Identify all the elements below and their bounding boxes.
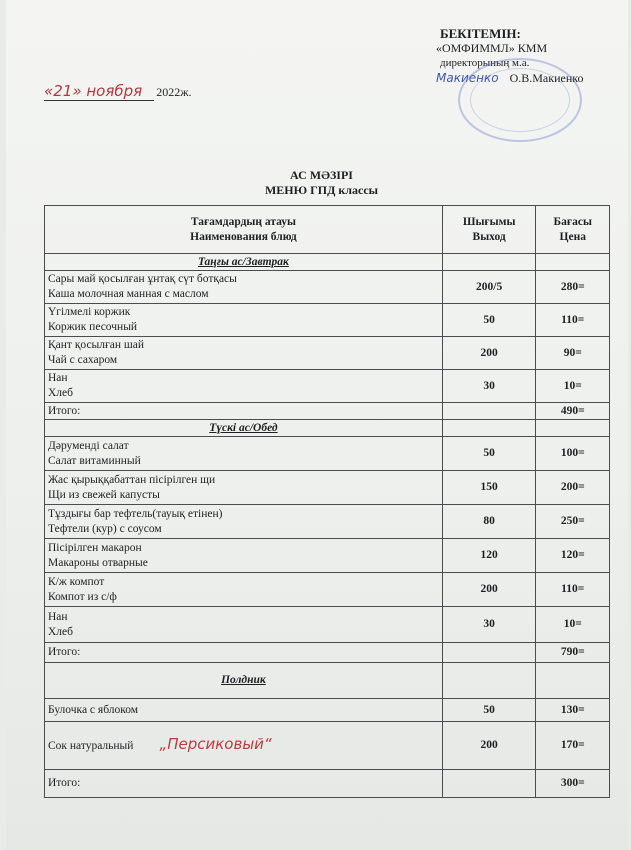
header-price — [536, 206, 610, 254]
dish-price: 10= — [536, 370, 610, 403]
dish-name-ru: Тефтели (кур) с соусом — [48, 522, 162, 535]
dish-name-ru: Хлеб — [48, 387, 73, 399]
document-date — [44, 82, 191, 101]
dish-price: 120= — [536, 539, 610, 573]
table-row — [45, 437, 610, 471]
table-row — [45, 607, 610, 643]
table-row — [45, 304, 610, 337]
dish-name-kz: Нан — [48, 372, 68, 384]
dish-name-ru: Салат витаминный — [48, 454, 141, 467]
dish-name-ru: Коржик песочный — [48, 321, 138, 333]
section-row-snack — [45, 663, 610, 699]
dish-output: 50 — [442, 699, 536, 722]
dish-output: 50 — [442, 304, 536, 337]
approval-organization: «ОМФИММЛ» КММ — [436, 41, 548, 55]
section-row-lunch — [45, 420, 610, 437]
dish-output: 200/5 — [442, 271, 536, 304]
total-value: 490= — [536, 403, 610, 420]
approval-role: директорының м.а. — [440, 57, 530, 69]
menu-title-ru: МЕНЮ ГПД классы — [264, 183, 379, 197]
table-row — [45, 699, 610, 722]
table-row — [45, 271, 610, 304]
header-price-kz: Бағасы — [553, 215, 592, 228]
dish-name: Сок натуральный — [48, 740, 134, 752]
table-row — [45, 471, 610, 505]
dish-price: 110= — [536, 573, 610, 607]
handwritten-note: „Персиковый“ — [159, 735, 272, 753]
header-output — [442, 206, 536, 254]
dish-output: 200 — [442, 573, 536, 607]
handwritten-signature: Макиенко — [436, 71, 499, 85]
dish-price: 110= — [536, 304, 610, 337]
dish-name-kz: К/ж компот — [48, 575, 105, 588]
header-output-kz: Шығымы — [462, 215, 516, 228]
table-row — [45, 370, 610, 403]
dish-name-ru: Компот из с/ф — [48, 590, 117, 603]
dish-name-ru: Каша молочная манная с маслом — [48, 288, 209, 300]
section-title-lunch: Түскі ас/Обед — [45, 420, 443, 437]
table-row — [45, 505, 610, 539]
dish-name-ru: Чай с сахаром — [48, 354, 118, 366]
section-row-breakfast — [45, 254, 610, 271]
header-name-ru: Наименования блюд — [190, 230, 297, 243]
dish-price: 100= — [536, 437, 610, 471]
dish-price: 90= — [536, 337, 610, 370]
dish-name-kz: Тұздығы бар тефтель(тауық етінен) — [48, 507, 223, 520]
total-label: Итого: — [45, 770, 443, 798]
total-row-snack — [45, 770, 610, 798]
header-name-kz: Тағамдардың атауы — [190, 215, 296, 228]
dish-output: 30 — [442, 607, 536, 643]
date-year: 2022ж. — [156, 85, 192, 99]
dish-name-kz: Үгілмелі коржик — [48, 306, 131, 318]
dish-output: 150 — [442, 471, 536, 505]
dish-name: Булочка с яблоком — [45, 699, 443, 722]
dish-output: 80 — [442, 505, 536, 539]
dish-name-kz: Пісірілген макарон — [48, 541, 142, 554]
total-row-lunch — [45, 643, 610, 663]
dish-name-kz: Жас қырыққабаттан пісірілген щи — [48, 473, 216, 486]
section-title-snack: Полдник — [45, 663, 443, 699]
menu-table — [44, 205, 610, 798]
total-label: Итого: — [45, 403, 443, 420]
dish-name-kz: Қант қосылған шай — [48, 339, 144, 351]
handwritten-date: «21» ноября — [44, 82, 143, 100]
dish-price: 250= — [536, 505, 610, 539]
dish-name-ru: Хлеб — [48, 625, 73, 638]
dish-price: 280= — [536, 271, 610, 304]
dish-output: 50 — [442, 437, 536, 471]
table-row — [45, 722, 610, 770]
table-row — [45, 539, 610, 573]
dish-price: 170= — [536, 722, 610, 770]
section-title-breakfast: Таңғы ас/Завтрак — [45, 254, 443, 271]
dish-output: 200 — [442, 722, 536, 770]
dish-price: 200= — [536, 471, 610, 505]
table-row — [45, 337, 610, 370]
table-row — [45, 573, 610, 607]
total-value: 300= — [536, 770, 610, 798]
document-page — [6, 0, 628, 850]
menu-title-kz: АС МӘЗІРІ — [290, 168, 353, 182]
dish-output: 200 — [442, 337, 536, 370]
header-output-ru: Выход — [472, 230, 506, 243]
dish-output: 120 — [442, 539, 536, 573]
total-row-breakfast — [45, 403, 610, 420]
table-header-row — [45, 206, 610, 254]
approval-heading: БЕКІТЕМІН: — [440, 26, 521, 41]
dish-name-kz: Дәруменді салат — [48, 439, 129, 452]
approval-signer-name: О.В.Макиенко — [509, 71, 584, 85]
total-value: 790= — [536, 643, 610, 663]
official-stamp — [458, 58, 582, 142]
dish-name-ru: Щи из свежей капусты — [48, 488, 160, 501]
dish-name-kz: Нан — [48, 610, 68, 623]
header-name — [45, 206, 443, 254]
header-price-ru: Цена — [559, 230, 586, 243]
dish-name-ru: Макароны отварные — [48, 556, 148, 569]
dish-price: 130= — [536, 699, 610, 722]
dish-name-kz: Сары май қосылған ұнтақ сүт ботқасы — [48, 273, 237, 285]
total-label: Итого: — [45, 643, 443, 663]
dish-output: 30 — [442, 370, 536, 403]
dish-price: 10= — [536, 607, 610, 643]
